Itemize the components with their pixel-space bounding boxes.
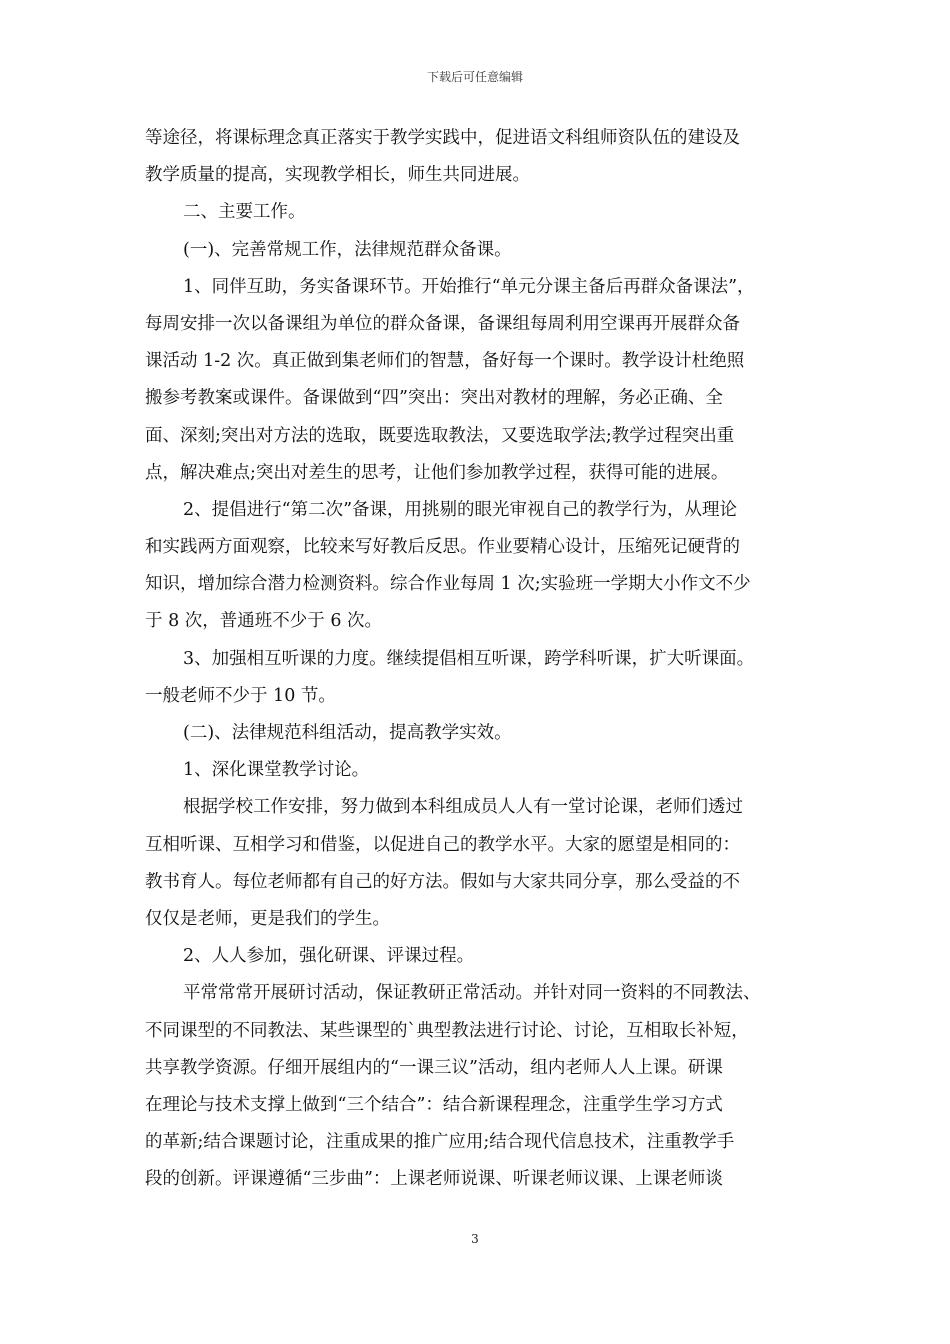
text-line: 点，解决难点;突出对差生的思考，让他们参加教学过程，获得可能的进展。	[145, 462, 729, 483]
text-line: 的革新;结合课题讨论，注重成果的推广应用;结合现代信息技术，注重教学手	[145, 1132, 735, 1153]
text-line: 于 8 次，普通班不少于 6 次。	[145, 611, 383, 632]
page-number: 3	[471, 1232, 479, 1246]
text-line: 课活动 1-2 次。真正做到集老师们的智慧，备好每一个课时。教学设计杜绝照	[145, 351, 745, 372]
text-line: 知识，增加综合潜力检测资料。综合作业每周 1 次;实验班一学期大小作文不少	[145, 574, 751, 595]
text-line: (一)、完善常规工作，法律规范群众备课。	[183, 239, 512, 260]
text-line: 在理论与技术支撑上做到“三个结合”：结合新课程理念，注重学生学习方式	[145, 1094, 723, 1115]
text-line: 共享教学资源。仔细开展组内的“一课三议”活动，组内老师人人上课。研课	[145, 1057, 723, 1078]
text-line: 面、深刻;突出对方法的选取，既要选取教法，又要选取学法;教学过程突出重	[145, 425, 735, 446]
text-line: 段的创新。评课遵循“三步曲”：上课老师说课、听课老师议课、上课老师谈	[145, 1169, 723, 1190]
text-line: 1、深化课堂教学讨论。	[183, 760, 370, 781]
text-line: 搬参考教案或课件。备课做到“四”突出：突出对教材的理解，务必正确、全	[145, 388, 723, 409]
text-line: 2、人人参加，强化研课、评课过程。	[183, 946, 475, 967]
text-line: 平常常常开展研讨活动，保证教研正常活动。并针对同一资料的不同教法、	[183, 983, 761, 1004]
text-line: 3、加强相互听课的力度。继续提倡相互听课，跨学科听课，扩大听课面。	[183, 648, 755, 669]
text-line: 不同课型的不同教法、某些课型的`典型教法进行讨论、讨论，互相取长补短，	[145, 1020, 749, 1041]
text-line: 等途径，将课标理念真正落实于教学实践中，促进语文科组师资队伍的建设及	[145, 128, 740, 148]
text-line: 仅仅是老师，更是我们的学生。	[145, 908, 390, 929]
text-line: 根据学校工作安排，努力做到本科组成员人人有一堂讨论课，老师们透过	[183, 797, 743, 818]
text-line: 2、提倡进行“第二次”备课，用挑剔的眼光审视自己的教学行为，从理论	[183, 499, 738, 520]
text-line: 一般老师不少于 10 节。	[145, 685, 336, 706]
text-line: 1、同伴互助，务实备课环节。开始推行“单元分课主备后再群众备课法”，	[183, 276, 755, 297]
text-line: 教书育人。每位老师都有自己的好方法。假如与大家共同分享，那么受益的不	[145, 871, 740, 892]
document-body	[145, 120, 810, 1198]
text-line: 互相听课、互相学习和借鉴，以促进自己的教学水平。大家的愿望是相同的：	[145, 834, 740, 855]
text-line: 教学质量的提高，实现教学相长，师生共同进展。	[145, 165, 530, 186]
text-line: (二)、法律规范科组活动，提高教学实效。	[183, 723, 512, 743]
page-header: 下载后可任意编辑	[426, 70, 523, 84]
text-line: 每周安排一次以备课组为单位的群众备课，备课组每周利用空课再开展群众备	[145, 313, 740, 334]
text-line: 和实践两方面观察，比较来写好教后反思。作业要精心设计，压缩死记硬背的	[145, 537, 740, 558]
text-line: 二、主要工作。	[183, 202, 306, 223]
